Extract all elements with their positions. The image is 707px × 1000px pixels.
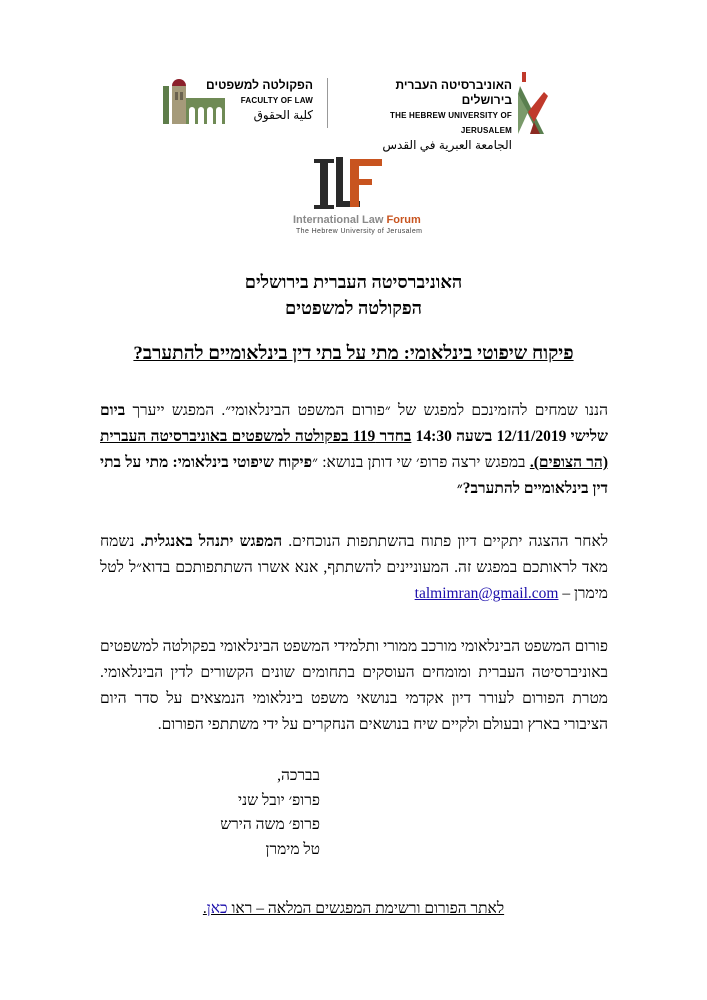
signature-name: טל מימרן xyxy=(265,840,320,858)
ilf-name xyxy=(293,214,421,226)
invitation-paragraph xyxy=(100,398,608,502)
page-title: פיקוח שיפוטי בינלאומי: מתי על בתי דין בינלאומיים להתערב? xyxy=(133,343,574,364)
signature-name: פרופ׳ משה הירש xyxy=(220,816,320,833)
footer-note xyxy=(0,900,707,918)
logo-divider xyxy=(327,78,328,128)
faculty-name-hebrew: הפקולטה למשפטים xyxy=(206,78,313,92)
language-note: המפגש יתנהל באנגלית. xyxy=(140,533,283,550)
speaker-text: במפגש ירצה פרופ׳ שי דותן בנושא: ״ xyxy=(312,454,530,471)
huji-name-hebrew: האוניברסיטה העברית בירושלים xyxy=(395,78,512,107)
event-date-time: ביום שלישי 12/11/2019 בשעה 14:30 xyxy=(100,402,608,445)
faculty-name-arabic: كلية الحقوق xyxy=(253,108,313,122)
lecture-topic: פיקוח שיפוטי בינלאומי: מתי על בתי דין בינלאומיים להתערב?״ xyxy=(100,454,608,497)
huji-name-arabic: الجامعة العبرية في القدس xyxy=(382,138,512,152)
ilf-subtitle: The Hebrew University of Jerusalem xyxy=(296,228,423,235)
footer-end: . xyxy=(202,900,207,917)
signature-name: פרופ׳ יובל שני xyxy=(238,791,320,809)
huji-logo-icon xyxy=(514,72,550,136)
faculty-heading: הפקולטה למשפטים xyxy=(285,298,422,318)
rsvp-paragraph xyxy=(100,529,608,607)
ilf-letters-icon xyxy=(310,155,390,215)
forum-description: פורום המשפט הבינלאומי מורכב ממורי ותלמידי המשפט הבינלאומי בפקולטה למשפטים באוניברסיטה העברית ומומחים העוסקים בתחומים שונים הקשורים לדין הבינלאומי. מטרת הפורום לעורר דיון אקדמי בנושאי משפט בינלאומי הנמצאים על סדר היום הציבורי בארץ ובעולם ולקיים שיח בנושאים הנחקרים על ידי משתתפי הפורום. xyxy=(100,638,608,733)
huji-logo-block xyxy=(346,78,556,152)
ilf-logo xyxy=(280,155,430,235)
ilf-name-forum: Forum xyxy=(386,214,421,226)
forum-site-link[interactable]: כאן xyxy=(206,900,228,917)
footer-text: לאתר הפורום ורשימת המפגשים המלאה – ראו xyxy=(227,900,505,917)
huji-name-english: THE HEBREW UNIVERSITY OF JERUSALEM xyxy=(390,111,512,135)
signature-block xyxy=(180,764,320,862)
email-link[interactable]: talmimran@gmail.com xyxy=(414,585,559,602)
event-location: בחדר 119 בפקולטה למשפטים באוניברסיטה העברית (הר הצופים). xyxy=(100,428,608,471)
rsvp-text: נשמח מאד לראותכם במפגש זה. המעוניינים להשתתף, אנא אשרו השתתפותכם בדוא״ל לטל מימרן – xyxy=(100,533,608,602)
faculty-logo-block xyxy=(163,78,313,138)
institution-heading: האוניברסיטה העברית בירושלים xyxy=(244,272,463,292)
ilf-name-part1: International Law xyxy=(293,214,384,226)
invite-text: הננו שמחים להזמינכם למפגש של ״פורום המשפט הבינלאומי״. המפגש ייערך xyxy=(125,402,608,419)
discussion-text: לאחר ההצגה יתקיים דיון פתוח בהשתתפות הנוכחים. xyxy=(282,533,608,550)
faculty-name-english: FACULTY OF LAW xyxy=(240,96,313,105)
signature-greeting: בברכה, xyxy=(277,767,320,784)
